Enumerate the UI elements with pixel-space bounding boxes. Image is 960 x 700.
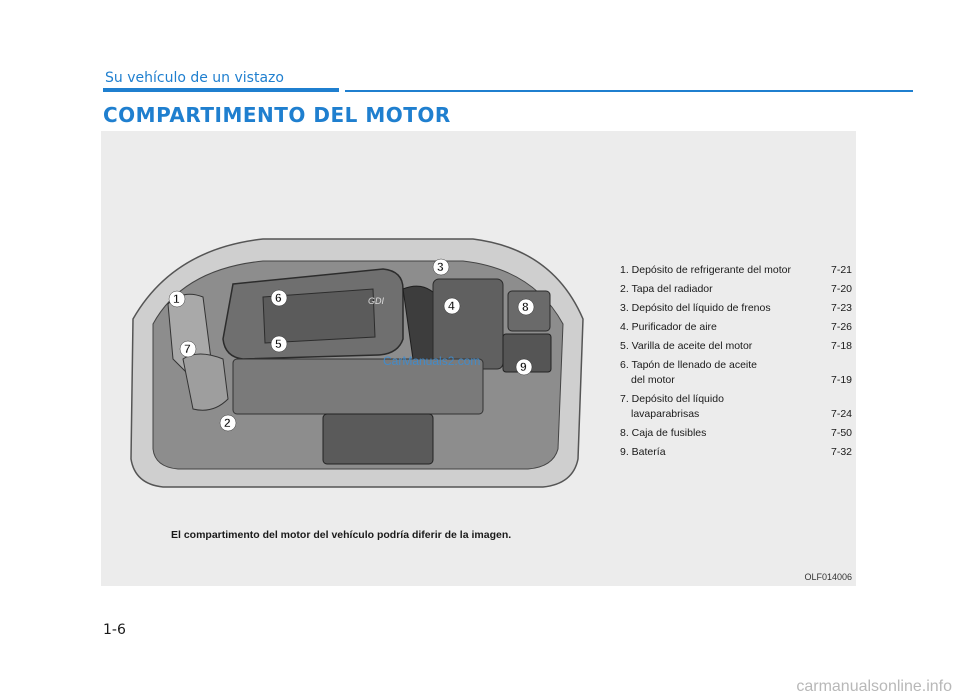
callout-2: 2 — [224, 416, 231, 430]
header-rule-thick — [103, 88, 339, 92]
parts-list-item — [620, 358, 852, 388]
callout-1: 1 — [173, 292, 180, 306]
callout-5: 5 — [275, 337, 282, 351]
part-page: 7-18 — [830, 340, 852, 352]
part-label: 7. Depósito del líquido — [620, 393, 724, 405]
callout-8: 8 — [522, 300, 529, 314]
part-label-cont: lavaparabrisas — [631, 408, 700, 420]
part-page: 7-21 — [830, 264, 852, 276]
header-rule-thin — [345, 90, 913, 92]
callout-9: 9 — [520, 360, 527, 374]
part-label: 8. Caja de fusibles — [620, 427, 707, 439]
callout-7: 7 — [184, 342, 191, 356]
callout-6: 6 — [275, 291, 282, 305]
part-page: 7-24 — [830, 408, 852, 420]
section-title: Su vehículo de un vistazo — [105, 70, 284, 86]
parts-list-item — [620, 301, 852, 316]
part-label: 3. Depósito del líquido de frenos — [620, 302, 771, 314]
page-number: 1-6 — [103, 622, 126, 638]
figure-code: OLF014006 — [804, 572, 852, 582]
parts-list — [620, 263, 852, 464]
parts-list-item — [620, 282, 852, 297]
part-page: 7-20 — [830, 283, 852, 295]
parts-list-item — [620, 320, 852, 335]
parts-list-item — [620, 445, 852, 460]
gdi-badge: GDI — [368, 296, 385, 306]
part-page: 7-26 — [830, 321, 852, 333]
callout-4: 4 — [448, 299, 455, 313]
part-label: 1. Depósito de refrigerante del motor — [620, 264, 792, 276]
part-page: 7-50 — [830, 427, 852, 439]
page-title: COMPARTIMENTO DEL MOTOR — [103, 103, 451, 127]
part-label: 9. Batería — [620, 446, 666, 458]
watermark-link[interactable]: CarManuals2.com — [383, 354, 481, 368]
part-label: 4. Purificador de aire — [620, 321, 717, 333]
engine-illustration — [113, 209, 593, 489]
parts-list-item — [620, 339, 852, 354]
parts-list-item — [620, 426, 852, 441]
figure-caption: El compartimento del motor del vehículo podría diferir de la imagen. — [171, 529, 512, 541]
parts-list-item — [620, 263, 852, 278]
part-page: 7-23 — [830, 302, 852, 314]
footer-watermark[interactable]: carmanualsonline.info — [796, 678, 952, 695]
section-header — [103, 70, 913, 94]
part-page: 7-32 — [830, 446, 852, 458]
part-label: 5. Varilla de aceite del motor — [620, 340, 753, 352]
part-label: 6. Tapón de llenado de aceite — [620, 359, 758, 371]
callout-3: 3 — [437, 260, 444, 274]
part-page: 7-19 — [830, 374, 852, 386]
parts-list-item — [620, 392, 852, 422]
part-label: 2. Tapa del radiador — [620, 283, 713, 295]
part-label-cont: del motor — [631, 374, 675, 386]
